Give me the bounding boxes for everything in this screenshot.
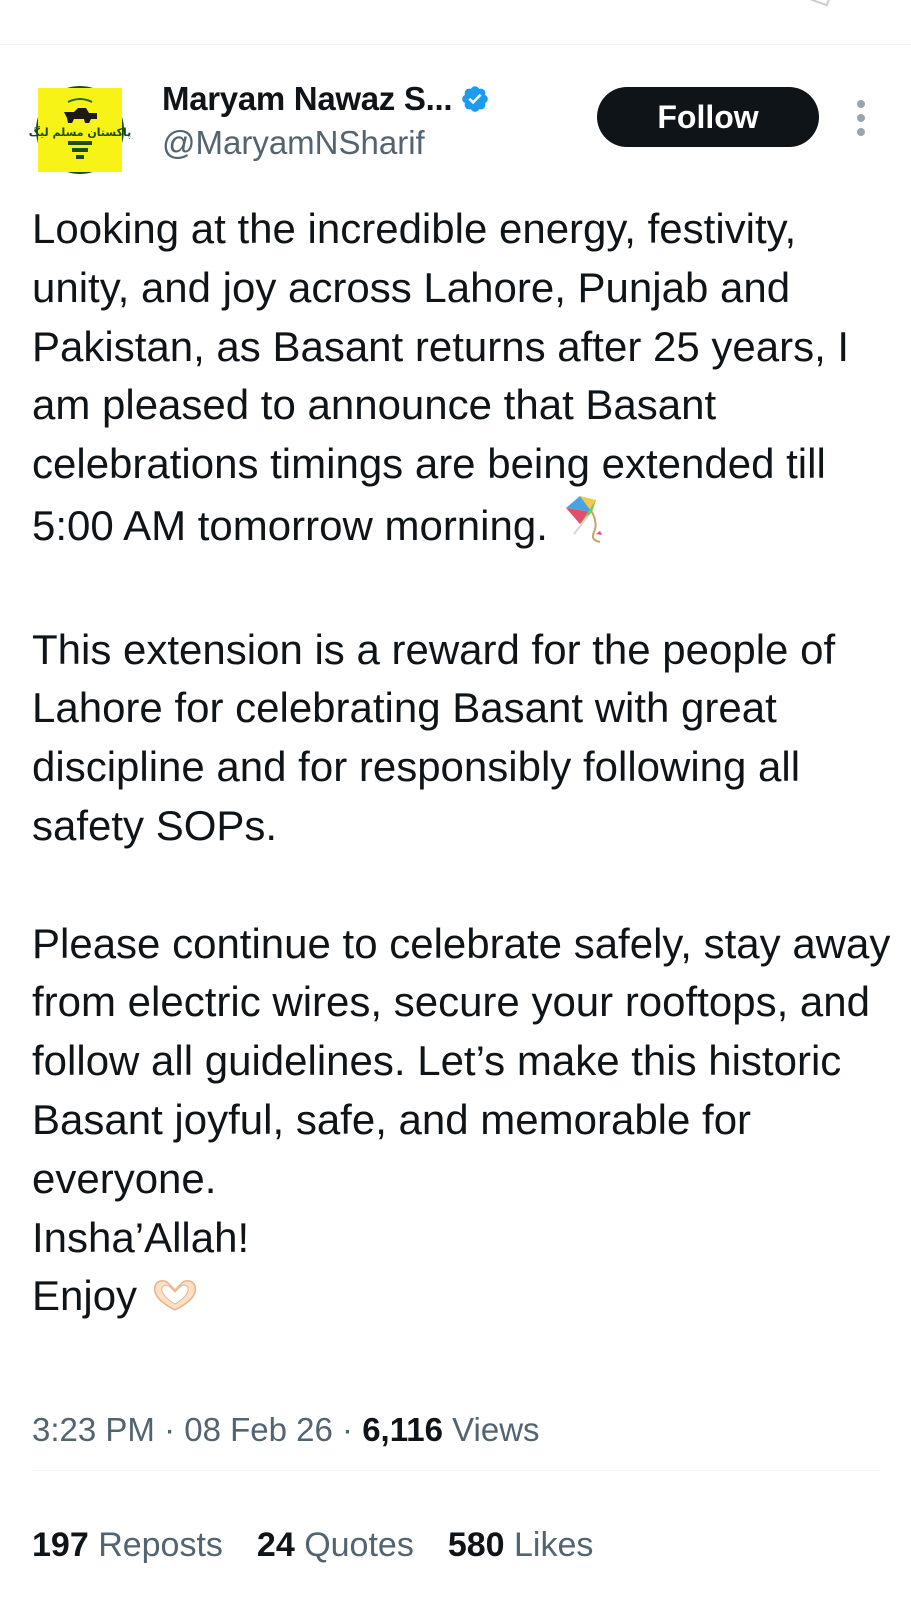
quotes-stat[interactable]: 24 Quotes [256, 1526, 414, 1564]
meta-separator: · [154, 1411, 185, 1448]
follow-button[interactable]: Follow [597, 87, 819, 147]
tweet-time[interactable]: 3:23 PM [32, 1411, 155, 1448]
party-emblem-icon [28, 88, 132, 172]
tweet-paragraph-3: Please continue to celebrate safely, stay away from electric wires, secure your rooftops, and follow all guidelines. Let’s make this historic Basant joyful, safe, and memorable for everyone. [32, 919, 891, 1202]
tweet-text [32, 200, 902, 1332]
likes-stat[interactable]: 580 Likes [447, 1526, 594, 1564]
views-label: Views [452, 1411, 540, 1448]
tweet-paragraph-4: Insha’Allah! [32, 1213, 250, 1261]
engagement-stats [32, 1526, 593, 1565]
kite-emoji-icon [560, 494, 612, 562]
more-dot [857, 128, 865, 136]
heart-hands-emoji-icon [149, 1273, 201, 1332]
author-handle[interactable]: @MaryamNSharif [162, 124, 425, 161]
more-dot [857, 114, 865, 122]
top-divider [0, 44, 911, 45]
tweet-meta [32, 1411, 540, 1449]
author-display-name[interactable]: Maryam Nawaz S... [162, 80, 453, 117]
verified-badge-icon [460, 84, 490, 114]
reposts-stat[interactable]: 197 Reposts [32, 1526, 223, 1564]
tweet-paragraph-1: Looking at the incredible energy, festivity, unity, and joy across Lahore, Punjab and Pakistan, as Basant returns after 25 years, I am pleased to announce that Basant celebrations timings are being extended till 5:00 AM tomorrow morning. [32, 200, 902, 562]
svg-text:پاکستان مسلم لیگ: پاکستان مسلم لیگ [28, 126, 132, 139]
tweet-paragraph-2: This extension is a reward for the people of Lahore for celebrating Basant with great discipline and for responsibly following all safety SOPs. [32, 625, 836, 849]
views-count: 6,116 [362, 1411, 443, 1448]
more-dot [857, 100, 865, 108]
author-name-row [162, 80, 490, 118]
tweet-paragraph-5: Enjoy [32, 1267, 902, 1332]
meta-divider [32, 1470, 880, 1471]
avatar[interactable] [28, 86, 132, 174]
tweet-date[interactable]: 08 Feb 26 [184, 1411, 333, 1448]
more-vertical-icon[interactable] [851, 98, 871, 138]
meta-separator: · [332, 1411, 363, 1448]
top-edge-mark [810, 0, 833, 7]
